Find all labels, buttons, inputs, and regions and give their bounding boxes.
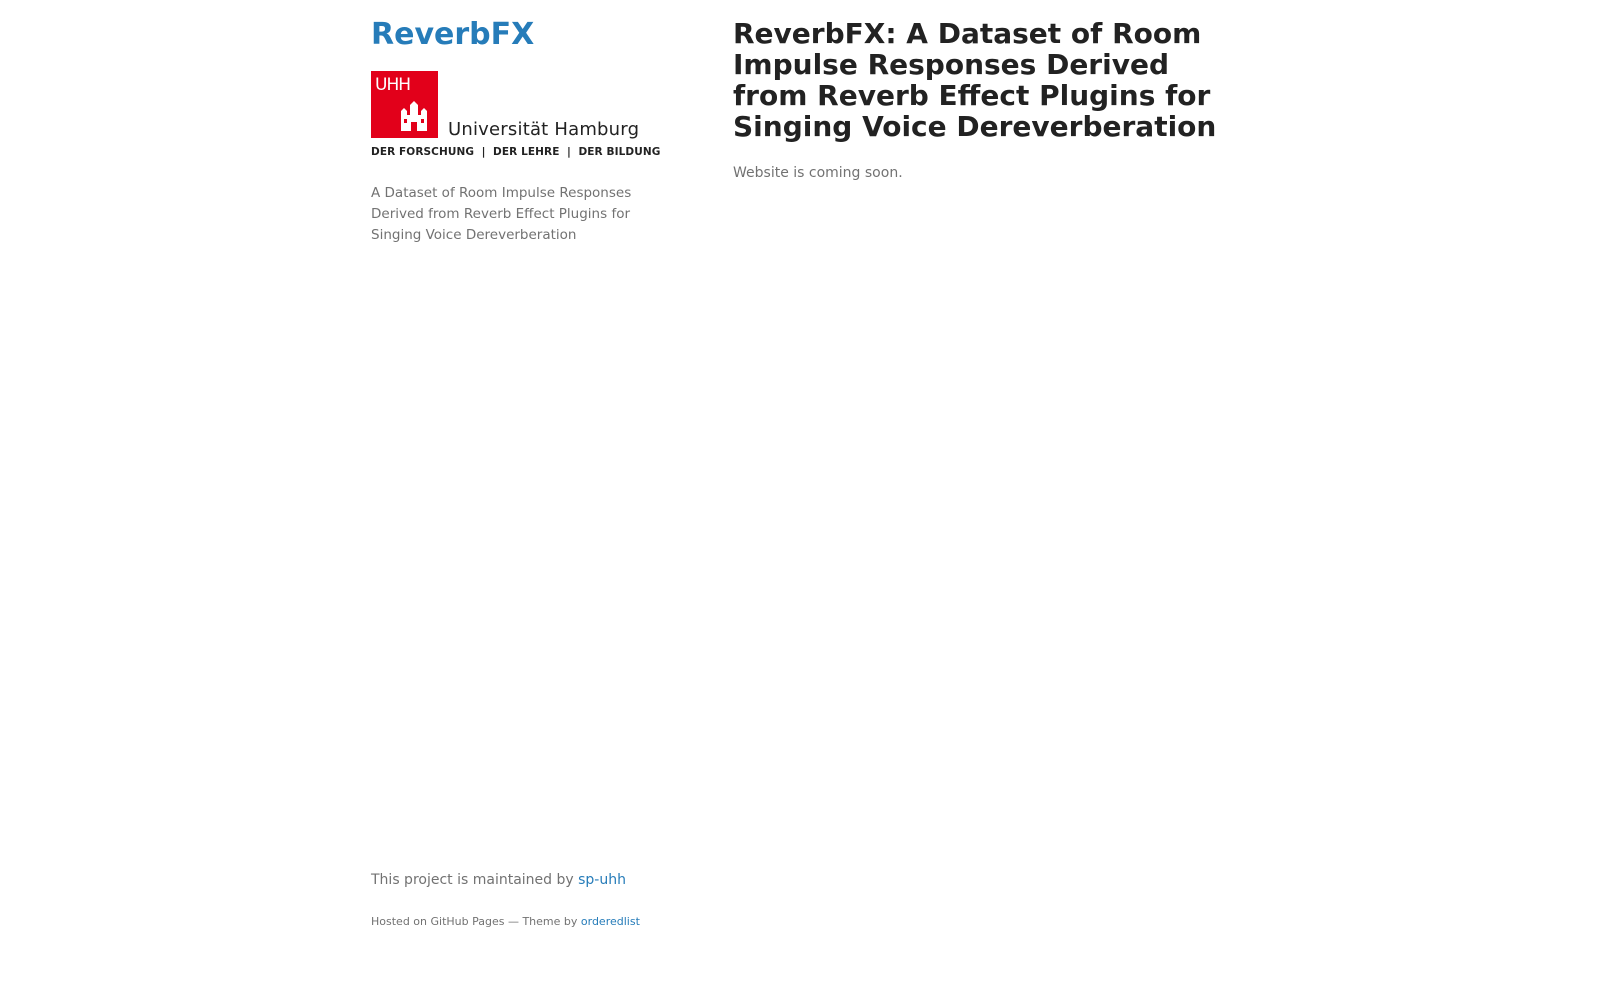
maintainer-link[interactable]: sp-uhh <box>578 872 626 888</box>
hosted-on <box>371 914 640 930</box>
hamburg-castle-icon <box>401 101 427 131</box>
sidebar <box>371 0 661 1000</box>
uhh-logo-text: UHH <box>375 75 411 95</box>
maintained-by <box>371 870 626 890</box>
page-title: ReverbFX: A Dataset of Room Impulse Responses Derived from Reverb Effect Plugins for Singing Voice Dereverberation <box>733 17 1217 143</box>
hosted-on-label: Hosted on GitHub Pages — Theme by <box>371 915 578 928</box>
site-title-link[interactable]: ReverbFX <box>371 17 535 52</box>
university-name: Universität Hamburg <box>448 119 640 140</box>
theme-author-link[interactable]: orderedlist <box>580 915 640 928</box>
coming-soon-text: Website is coming soon. <box>733 165 903 181</box>
maintained-by-label: This project is maintained by <box>371 872 574 888</box>
uhh-logo-mark <box>371 71 438 138</box>
site-description: A Dataset of Room Impulse Responses Derived from Reverb Effect Plugins for Singing Voice Dereverberation <box>371 185 632 243</box>
university-slogan: DER FORSCHUNG | DER LEHRE | DER BILDUNG <box>371 146 661 158</box>
university-logo <box>371 71 661 159</box>
